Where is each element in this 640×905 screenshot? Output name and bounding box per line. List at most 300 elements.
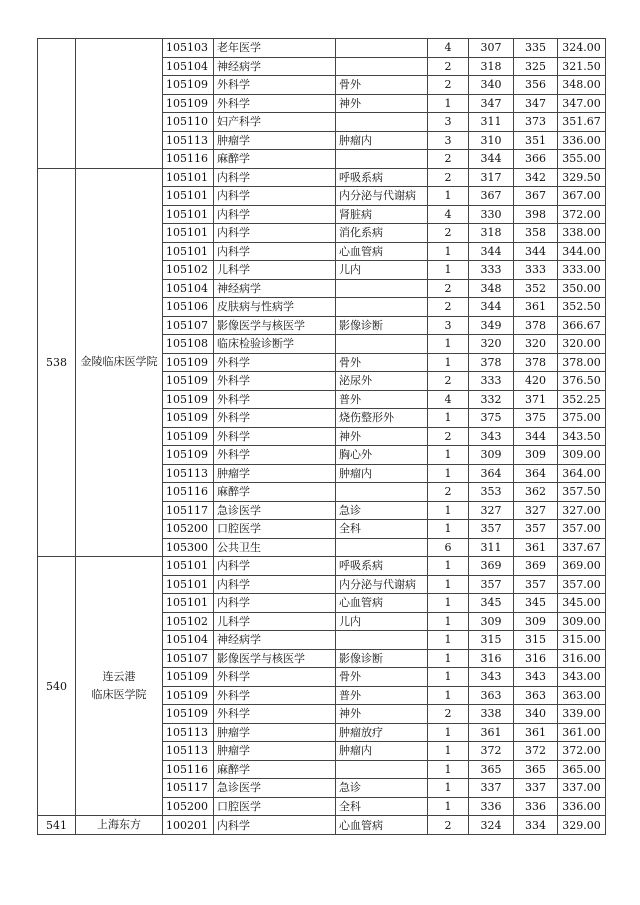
- major-code: 105110: [163, 113, 214, 132]
- min-score: 315: [469, 631, 514, 650]
- count: 3: [428, 113, 469, 132]
- direction: 普外: [336, 390, 428, 409]
- major-code: 105116: [163, 150, 214, 169]
- count: 1: [428, 557, 469, 576]
- max-score: 420: [514, 372, 558, 391]
- direction: 胸心外: [336, 446, 428, 465]
- count: 1: [428, 631, 469, 650]
- count: 1: [428, 242, 469, 261]
- major-name: 妇产科学: [214, 113, 336, 132]
- min-score: 333: [469, 261, 514, 280]
- avg-score: 375.00: [558, 409, 606, 428]
- avg-score: 347.00: [558, 94, 606, 113]
- major-code: 105102: [163, 612, 214, 631]
- direction: [336, 113, 428, 132]
- count: 3: [428, 316, 469, 335]
- avg-score: 336.00: [558, 131, 606, 150]
- count: 3: [428, 131, 469, 150]
- count: 1: [428, 760, 469, 779]
- min-score: 344: [469, 150, 514, 169]
- direction: 心血管病: [336, 816, 428, 835]
- major-name: 老年医学: [214, 39, 336, 58]
- min-score: 367: [469, 187, 514, 206]
- direction: [336, 298, 428, 317]
- max-score: 337: [514, 779, 558, 798]
- count: 2: [428, 168, 469, 187]
- max-score: 373: [514, 113, 558, 132]
- direction: 内分泌与代谢病: [336, 187, 428, 206]
- max-score: 336: [514, 797, 558, 816]
- direction: 全科: [336, 797, 428, 816]
- major-name: 麻醉学: [214, 483, 336, 502]
- count: 2: [428, 705, 469, 724]
- max-score: 345: [514, 594, 558, 613]
- avg-score: 320.00: [558, 335, 606, 354]
- direction: [336, 483, 428, 502]
- avg-score: 315.00: [558, 631, 606, 650]
- major-code: 105101: [163, 594, 214, 613]
- major-code: 105101: [163, 168, 214, 187]
- max-score: 372: [514, 742, 558, 761]
- count: 2: [428, 224, 469, 243]
- min-score: 311: [469, 538, 514, 557]
- major-code: 105109: [163, 705, 214, 724]
- major-name: 外科学: [214, 409, 336, 428]
- direction: 骨外: [336, 353, 428, 372]
- min-score: 330: [469, 205, 514, 224]
- min-score: 332: [469, 390, 514, 409]
- major-name: 临床检验诊断学: [214, 335, 336, 354]
- max-score: 361: [514, 538, 558, 557]
- direction: 影像诊断: [336, 316, 428, 335]
- count: 1: [428, 668, 469, 687]
- avg-score: 329.50: [558, 168, 606, 187]
- major-name: 急诊医学: [214, 501, 336, 520]
- major-name: 内科学: [214, 557, 336, 576]
- avg-score: 372.00: [558, 205, 606, 224]
- major-name: 内科学: [214, 816, 336, 835]
- max-score: 327: [514, 501, 558, 520]
- major-name: 麻醉学: [214, 150, 336, 169]
- avg-score: 344.00: [558, 242, 606, 261]
- max-score: 342: [514, 168, 558, 187]
- max-score: 344: [514, 242, 558, 261]
- direction: [336, 57, 428, 76]
- max-score: 378: [514, 316, 558, 335]
- min-score: 347: [469, 94, 514, 113]
- count: 1: [428, 723, 469, 742]
- count: 1: [428, 575, 469, 594]
- major-name: 外科学: [214, 390, 336, 409]
- count: 2: [428, 76, 469, 95]
- major-code: 105109: [163, 390, 214, 409]
- min-score: 340: [469, 76, 514, 95]
- school-name: [76, 39, 163, 169]
- major-name: 影像医学与核医学: [214, 649, 336, 668]
- avg-score: 338.00: [558, 224, 606, 243]
- min-score: 318: [469, 57, 514, 76]
- major-name: 内科学: [214, 575, 336, 594]
- min-score: 378: [469, 353, 514, 372]
- max-score: 369: [514, 557, 558, 576]
- min-score: 307: [469, 39, 514, 58]
- major-code: 105109: [163, 353, 214, 372]
- max-score: 378: [514, 353, 558, 372]
- min-score: 357: [469, 575, 514, 594]
- major-name: 儿科学: [214, 612, 336, 631]
- major-name: 外科学: [214, 94, 336, 113]
- max-score: 375: [514, 409, 558, 428]
- major-name: 内科学: [214, 594, 336, 613]
- avg-score: 357.00: [558, 520, 606, 539]
- major-code: 105108: [163, 335, 214, 354]
- school-code: 540: [38, 557, 76, 816]
- major-name: 外科学: [214, 686, 336, 705]
- count: 1: [428, 797, 469, 816]
- avg-score: 345.00: [558, 594, 606, 613]
- max-score: 398: [514, 205, 558, 224]
- avg-score: 352.50: [558, 298, 606, 317]
- avg-score: 333.00: [558, 261, 606, 280]
- major-name: 神经病学: [214, 279, 336, 298]
- count: 1: [428, 464, 469, 483]
- max-score: 361: [514, 298, 558, 317]
- major-code: 100201: [163, 816, 214, 835]
- major-name: 公共卫生: [214, 538, 336, 557]
- count: 1: [428, 686, 469, 705]
- major-code: 105104: [163, 279, 214, 298]
- avg-score: 336.00: [558, 797, 606, 816]
- max-score: 343: [514, 668, 558, 687]
- major-code: 105101: [163, 224, 214, 243]
- avg-score: 351.67: [558, 113, 606, 132]
- avg-score: 369.00: [558, 557, 606, 576]
- major-code: 105101: [163, 205, 214, 224]
- max-score: 371: [514, 390, 558, 409]
- min-score: 327: [469, 501, 514, 520]
- major-code: 105109: [163, 409, 214, 428]
- major-code: 105109: [163, 686, 214, 705]
- avg-score: 357.00: [558, 575, 606, 594]
- direction: 泌尿外: [336, 372, 428, 391]
- direction: 全科: [336, 520, 428, 539]
- major-code: 105104: [163, 631, 214, 650]
- major-name: 麻醉学: [214, 760, 336, 779]
- min-score: 343: [469, 427, 514, 446]
- count: 2: [428, 427, 469, 446]
- major-code: 105109: [163, 94, 214, 113]
- major-name: 皮肤病与性病学: [214, 298, 336, 317]
- major-code: 105107: [163, 316, 214, 335]
- min-score: 333: [469, 372, 514, 391]
- max-score: 358: [514, 224, 558, 243]
- avg-score: 309.00: [558, 612, 606, 631]
- major-code: 105102: [163, 261, 214, 280]
- direction: [336, 39, 428, 58]
- major-name: 外科学: [214, 705, 336, 724]
- max-score: 351: [514, 131, 558, 150]
- min-score: 318: [469, 224, 514, 243]
- max-score: 365: [514, 760, 558, 779]
- avg-score: 309.00: [558, 446, 606, 465]
- count: 1: [428, 94, 469, 113]
- min-score: 316: [469, 649, 514, 668]
- direction: 心血管病: [336, 242, 428, 261]
- direction: 心血管病: [336, 594, 428, 613]
- min-score: 317: [469, 168, 514, 187]
- max-score: 357: [514, 575, 558, 594]
- major-name: 外科学: [214, 668, 336, 687]
- count: 1: [428, 520, 469, 539]
- direction: 骨外: [336, 76, 428, 95]
- count: 1: [428, 594, 469, 613]
- major-name: 口腔医学: [214, 797, 336, 816]
- school-code: 538: [38, 168, 76, 557]
- direction: 影像诊断: [336, 649, 428, 668]
- direction: [336, 150, 428, 169]
- min-score: 361: [469, 723, 514, 742]
- major-code: 105103: [163, 39, 214, 58]
- direction: 神外: [336, 94, 428, 113]
- major-code: 105116: [163, 760, 214, 779]
- avg-score: 324.00: [558, 39, 606, 58]
- direction: 烧伤整形外: [336, 409, 428, 428]
- direction: 肾脏病: [336, 205, 428, 224]
- direction: 骨外: [336, 668, 428, 687]
- min-score: 365: [469, 760, 514, 779]
- major-code: 105113: [163, 131, 214, 150]
- major-name: 内科学: [214, 187, 336, 206]
- avg-score: 361.00: [558, 723, 606, 742]
- max-score: 344: [514, 427, 558, 446]
- min-score: 345: [469, 594, 514, 613]
- max-score: 340: [514, 705, 558, 724]
- min-score: 343: [469, 668, 514, 687]
- major-code: 105113: [163, 464, 214, 483]
- avg-score: 376.50: [558, 372, 606, 391]
- count: 2: [428, 816, 469, 835]
- avg-score: 363.00: [558, 686, 606, 705]
- direction: [336, 335, 428, 354]
- count: 6: [428, 538, 469, 557]
- count: 1: [428, 446, 469, 465]
- avg-score: 337.00: [558, 779, 606, 798]
- min-score: 344: [469, 298, 514, 317]
- avg-score: 357.50: [558, 483, 606, 502]
- school-code: 541: [38, 816, 76, 835]
- major-name: 神经病学: [214, 631, 336, 650]
- min-score: 364: [469, 464, 514, 483]
- min-score: 348: [469, 279, 514, 298]
- major-name: 内科学: [214, 168, 336, 187]
- direction: [336, 538, 428, 557]
- min-score: 336: [469, 797, 514, 816]
- max-score: 315: [514, 631, 558, 650]
- max-score: 320: [514, 335, 558, 354]
- avg-score: 355.00: [558, 150, 606, 169]
- avg-score: 350.00: [558, 279, 606, 298]
- direction: 急诊: [336, 501, 428, 520]
- major-code: 105200: [163, 797, 214, 816]
- major-code: 105117: [163, 501, 214, 520]
- count: 1: [428, 501, 469, 520]
- table-row: [38, 39, 606, 58]
- max-score: 357: [514, 520, 558, 539]
- major-name: 内科学: [214, 205, 336, 224]
- min-score: 375: [469, 409, 514, 428]
- max-score: 309: [514, 612, 558, 631]
- max-score: 364: [514, 464, 558, 483]
- direction: 神外: [336, 705, 428, 724]
- major-code: 105300: [163, 538, 214, 557]
- major-name: 肿瘤学: [214, 131, 336, 150]
- avg-score: 321.50: [558, 57, 606, 76]
- min-score: 344: [469, 242, 514, 261]
- major-name: 急诊医学: [214, 779, 336, 798]
- major-name: 外科学: [214, 372, 336, 391]
- major-code: 105200: [163, 520, 214, 539]
- count: 1: [428, 649, 469, 668]
- min-score: 337: [469, 779, 514, 798]
- avg-score: 366.67: [558, 316, 606, 335]
- min-score: 369: [469, 557, 514, 576]
- school-name: 金陵临床医学院: [76, 168, 163, 557]
- major-code: 105116: [163, 483, 214, 502]
- count: 2: [428, 150, 469, 169]
- major-name: 口腔医学: [214, 520, 336, 539]
- major-name: 影像医学与核医学: [214, 316, 336, 335]
- major-code: 105101: [163, 187, 214, 206]
- avg-score: 327.00: [558, 501, 606, 520]
- major-name: 内科学: [214, 242, 336, 261]
- major-name: 儿科学: [214, 261, 336, 280]
- count: 2: [428, 298, 469, 317]
- count: 4: [428, 205, 469, 224]
- max-score: 366: [514, 150, 558, 169]
- min-score: 309: [469, 446, 514, 465]
- max-score: 309: [514, 446, 558, 465]
- min-score: 357: [469, 520, 514, 539]
- count: 1: [428, 779, 469, 798]
- max-score: 334: [514, 816, 558, 835]
- major-name: 肿瘤学: [214, 742, 336, 761]
- major-code: 105101: [163, 575, 214, 594]
- direction: 急诊: [336, 779, 428, 798]
- max-score: 362: [514, 483, 558, 502]
- major-code: 105109: [163, 427, 214, 446]
- max-score: 347: [514, 94, 558, 113]
- major-code: 105109: [163, 446, 214, 465]
- table-row: [38, 168, 606, 187]
- direction: 内分泌与代谢病: [336, 575, 428, 594]
- avg-score: 372.00: [558, 742, 606, 761]
- min-score: 324: [469, 816, 514, 835]
- max-score: 356: [514, 76, 558, 95]
- major-name: 外科学: [214, 353, 336, 372]
- max-score: 363: [514, 686, 558, 705]
- avg-score: 343.50: [558, 427, 606, 446]
- avg-score: 367.00: [558, 187, 606, 206]
- max-score: 367: [514, 187, 558, 206]
- max-score: 333: [514, 261, 558, 280]
- admission-score-table: [37, 38, 606, 835]
- count: 2: [428, 372, 469, 391]
- min-score: 310: [469, 131, 514, 150]
- count: 1: [428, 261, 469, 280]
- count: 1: [428, 353, 469, 372]
- major-name: 神经病学: [214, 57, 336, 76]
- count: 4: [428, 39, 469, 58]
- min-score: 309: [469, 612, 514, 631]
- avg-score: 365.00: [558, 760, 606, 779]
- direction: 呼吸系病: [336, 557, 428, 576]
- direction: [336, 279, 428, 298]
- min-score: 349: [469, 316, 514, 335]
- avg-score: 339.00: [558, 705, 606, 724]
- major-code: 105101: [163, 242, 214, 261]
- avg-score: 329.00: [558, 816, 606, 835]
- min-score: 372: [469, 742, 514, 761]
- school-name: 上海东方: [76, 816, 163, 835]
- avg-score: 337.67: [558, 538, 606, 557]
- direction: [336, 760, 428, 779]
- max-score: 325: [514, 57, 558, 76]
- major-code: 105113: [163, 742, 214, 761]
- max-score: 361: [514, 723, 558, 742]
- table-row: [38, 557, 606, 576]
- direction: [336, 631, 428, 650]
- count: 1: [428, 409, 469, 428]
- table-row: [38, 816, 606, 835]
- major-code: 105109: [163, 668, 214, 687]
- major-code: 105109: [163, 372, 214, 391]
- max-score: 352: [514, 279, 558, 298]
- table-body: [38, 39, 606, 835]
- count: 2: [428, 57, 469, 76]
- max-score: 316: [514, 649, 558, 668]
- major-code: 105104: [163, 57, 214, 76]
- major-name: 肿瘤学: [214, 464, 336, 483]
- count: 2: [428, 483, 469, 502]
- avg-score: 348.00: [558, 76, 606, 95]
- major-name: 外科学: [214, 427, 336, 446]
- major-code: 105113: [163, 723, 214, 742]
- avg-score: 316.00: [558, 649, 606, 668]
- direction: 肿瘤内: [336, 131, 428, 150]
- major-name: 外科学: [214, 76, 336, 95]
- min-score: 363: [469, 686, 514, 705]
- min-score: 338: [469, 705, 514, 724]
- direction: 肿瘤放疗: [336, 723, 428, 742]
- major-code: 105106: [163, 298, 214, 317]
- school-code: [38, 39, 76, 169]
- major-code: 105117: [163, 779, 214, 798]
- school-name: 连云港 临床医学院: [76, 557, 163, 816]
- major-name: 肿瘤学: [214, 723, 336, 742]
- min-score: 311: [469, 113, 514, 132]
- direction: 呼吸系病: [336, 168, 428, 187]
- count: 1: [428, 335, 469, 354]
- count: 1: [428, 612, 469, 631]
- major-code: 105109: [163, 76, 214, 95]
- major-name: 内科学: [214, 224, 336, 243]
- avg-score: 364.00: [558, 464, 606, 483]
- min-score: 353: [469, 483, 514, 502]
- direction: 消化系病: [336, 224, 428, 243]
- count: 4: [428, 390, 469, 409]
- direction: 神外: [336, 427, 428, 446]
- avg-score: 343.00: [558, 668, 606, 687]
